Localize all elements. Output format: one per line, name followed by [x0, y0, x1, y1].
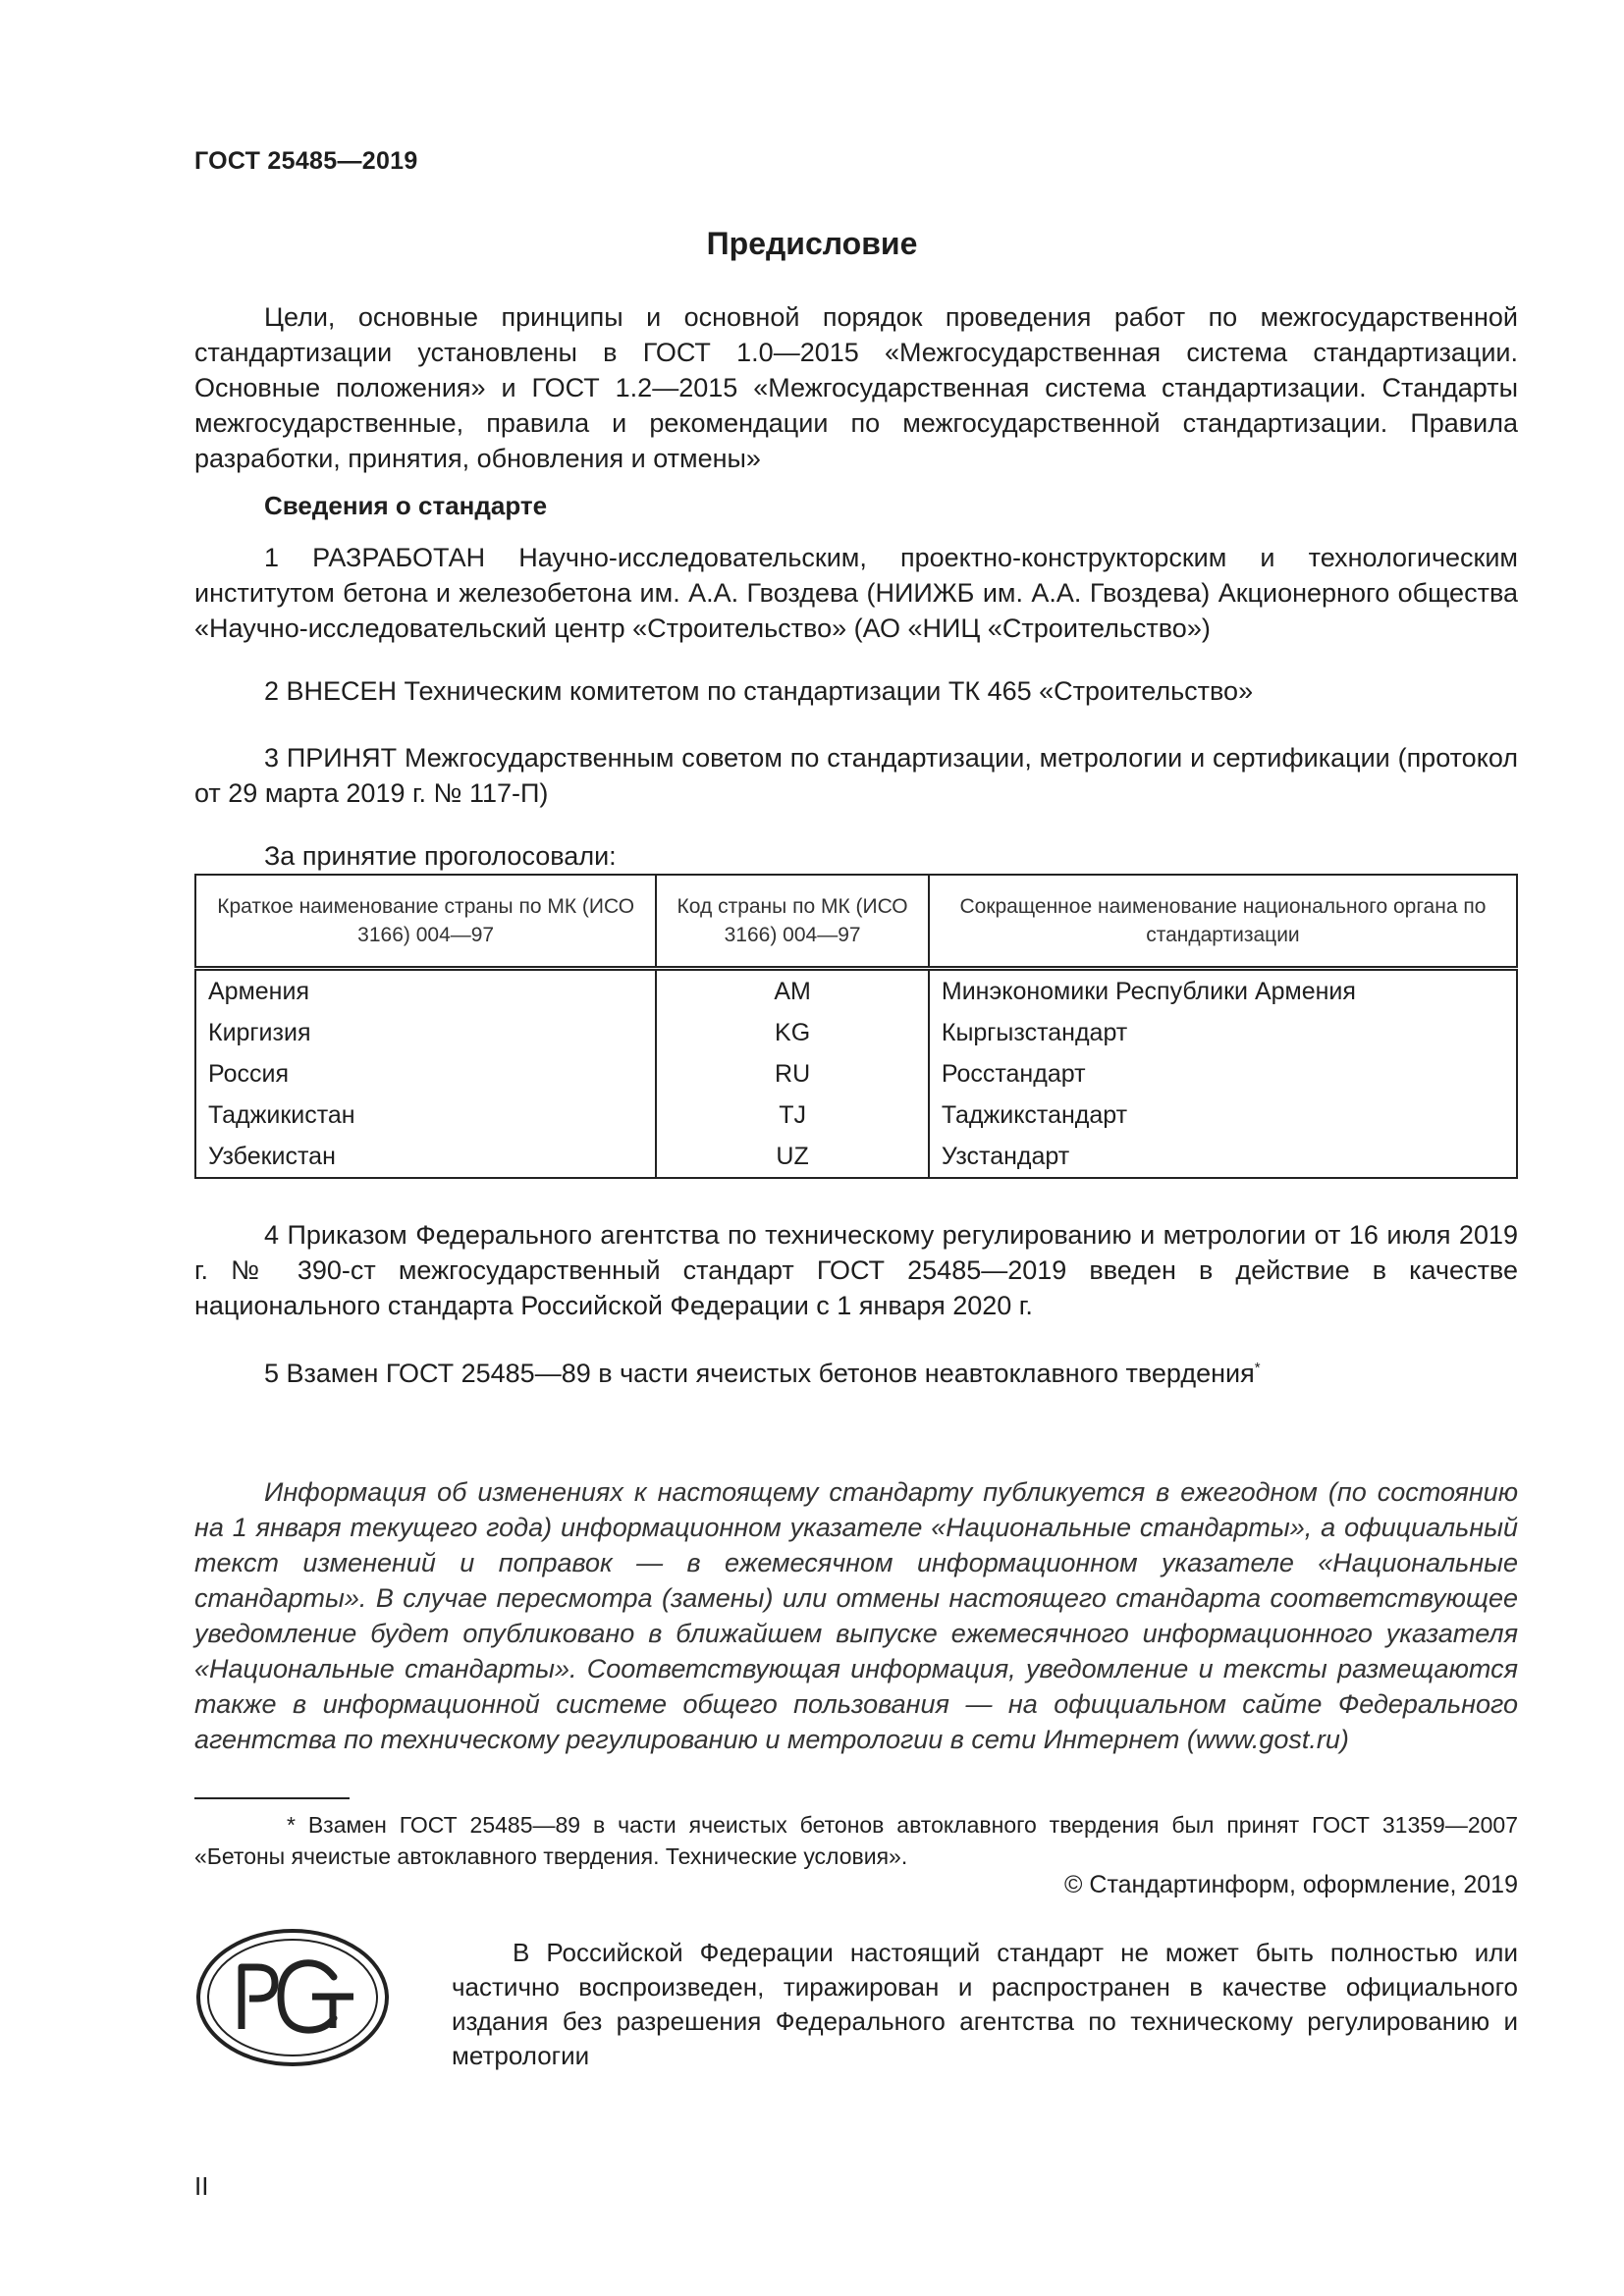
- item-developed: 1 РАЗРАБОТАН Научно-исследовательским, проектно-конструкторским и технологическим институтом бетона и железобетона им. А.А. Гвоздева (НИИЖБ им. А.А. Гвоздева) Акционерного общества «Научно-исследовательский центр «Строительство» (АО «НИЦ «Строительство»): [194, 543, 1518, 643]
- table-row: [195, 1095, 1517, 1136]
- voting-table: [194, 874, 1518, 1179]
- footnote-mark: *: [1254, 1360, 1261, 1376]
- body-cell: Минэкономики Республики Армения: [929, 969, 1517, 1013]
- copyright: © Стандартинформ, оформление, 2019: [1064, 1871, 1518, 1898]
- column-header-code: Код страны по МК (ИСО 3166) 004—97: [656, 875, 929, 969]
- table-row: [195, 969, 1517, 1013]
- country-cell: Узбекистан: [208, 1142, 336, 1170]
- item-replaces: [194, 1351, 1518, 1391]
- change-info-notice: Информация об изменениях к настоящему стандарту публикуется в ежегодном (по состоянию на 1 января текущего года) информационном указателе «Национальные стандарты», а официальный текст изменений и поправок — в ежемесячном информационном указателе «Национальные стандарты». В случае пересмотра (замены) или отмены настоящего стандарта соответствующее уведомление будет опубликовано в ближайшем выпуске ежемесячного информационного указателя «Национальные стандарты». Соответствующая информация, уведомление и тексты размещаются также в информационной системе общего пользования — на официальном сайте Федерального агентства по техническому регулированию и метрологии в сети Интернет (www.gost.ru): [194, 1477, 1518, 1754]
- item-introduced: 2 ВНЕСЕН Техническим комитетом по стандартизации ТК 465 «Строительство»: [264, 676, 1254, 706]
- item-enacted: 4 Приказом Федерального агентства по техническому регулированию и метрологии от 16 июля 2019 г. № 390-ст межгосударственный стандарт ГОСТ 25485—2019 введен в действие в качестве национального стандарта Российской Федерации с 1 января 2020 г.: [194, 1220, 1518, 1320]
- item-adopted: 3 ПРИНЯТ Межгосударственным советом по стандартизации, метрологии и сертификации (протокол от 29 марта 2019 г. № 117-П): [194, 743, 1518, 808]
- code-cell: AM: [656, 969, 929, 1013]
- body-cell: Узстандарт: [929, 1136, 1517, 1178]
- item-replaces-text: 5 Взамен ГОСТ 25485—89 в части ячеистых бетонов неавтоклавного твердения: [264, 1359, 1255, 1388]
- body-cell: Кыргызстандарт: [929, 1012, 1517, 1053]
- code-cell: KG: [656, 1012, 929, 1053]
- code-cell: TJ: [656, 1095, 929, 1136]
- body-cell: Таджикстандарт: [929, 1095, 1517, 1136]
- page-number: II: [194, 2171, 209, 2201]
- table-row: [195, 1053, 1517, 1095]
- column-header-body: Сокращенное наименование национального органа по стандартизации: [929, 875, 1517, 969]
- document-code: ГОСТ 25485—2019: [194, 147, 418, 175]
- country-cell: Таджикистан: [208, 1100, 355, 1129]
- intro-paragraph: Цели, основные принципы и основной порядок проведения работ по межгосударственной стандартизации установлены в ГОСТ 1.0—2015 «Межгосударственная система стандартизации. Основные положения» и ГОСТ 1.2—2015 «Межгосударственная система стандартизации. Стандарты межгосударственные, правила и рекомендации по межгосударственной стандартизации. Правила разработки, принятия, обновления и отмены»: [194, 302, 1518, 473]
- table-header-row: [195, 875, 1517, 969]
- code-cell: UZ: [656, 1136, 929, 1178]
- country-cell: Россия: [208, 1059, 289, 1088]
- body-cell: Росстандарт: [929, 1053, 1517, 1095]
- footnote: * Взамен ГОСТ 25485—89 в части ячеистых бетонов автоклавного твердения был принят ГОСТ 31359—2007 «Бетоны ячеистые автоклавного твердения. Технические условия».: [194, 1812, 1518, 1869]
- info-heading: Сведения о стандарте: [264, 491, 548, 520]
- code-cell: RU: [656, 1053, 929, 1095]
- country-cell: Киргизия: [208, 1018, 311, 1046]
- table-row: [195, 1136, 1517, 1178]
- rst-mark-icon: [194, 1926, 391, 2069]
- footnote-separator: [194, 1797, 350, 1799]
- reproduction-notice: В Российской Федерации настоящий стандарт не может быть полностью или частично воспроизведен, тиражирован и распространен в качестве официального издания без разрешения Федерального агентства по техническому регулированию и метрологии: [452, 1938, 1518, 2070]
- country-cell: Армения: [208, 977, 309, 1005]
- page-title: Предисловие: [706, 226, 918, 261]
- vote-label: За принятие проголосовали:: [264, 841, 617, 871]
- table-row: [195, 1012, 1517, 1053]
- column-header-country: Краткое наименование страны по МК (ИСО 3166) 004—97: [195, 875, 656, 969]
